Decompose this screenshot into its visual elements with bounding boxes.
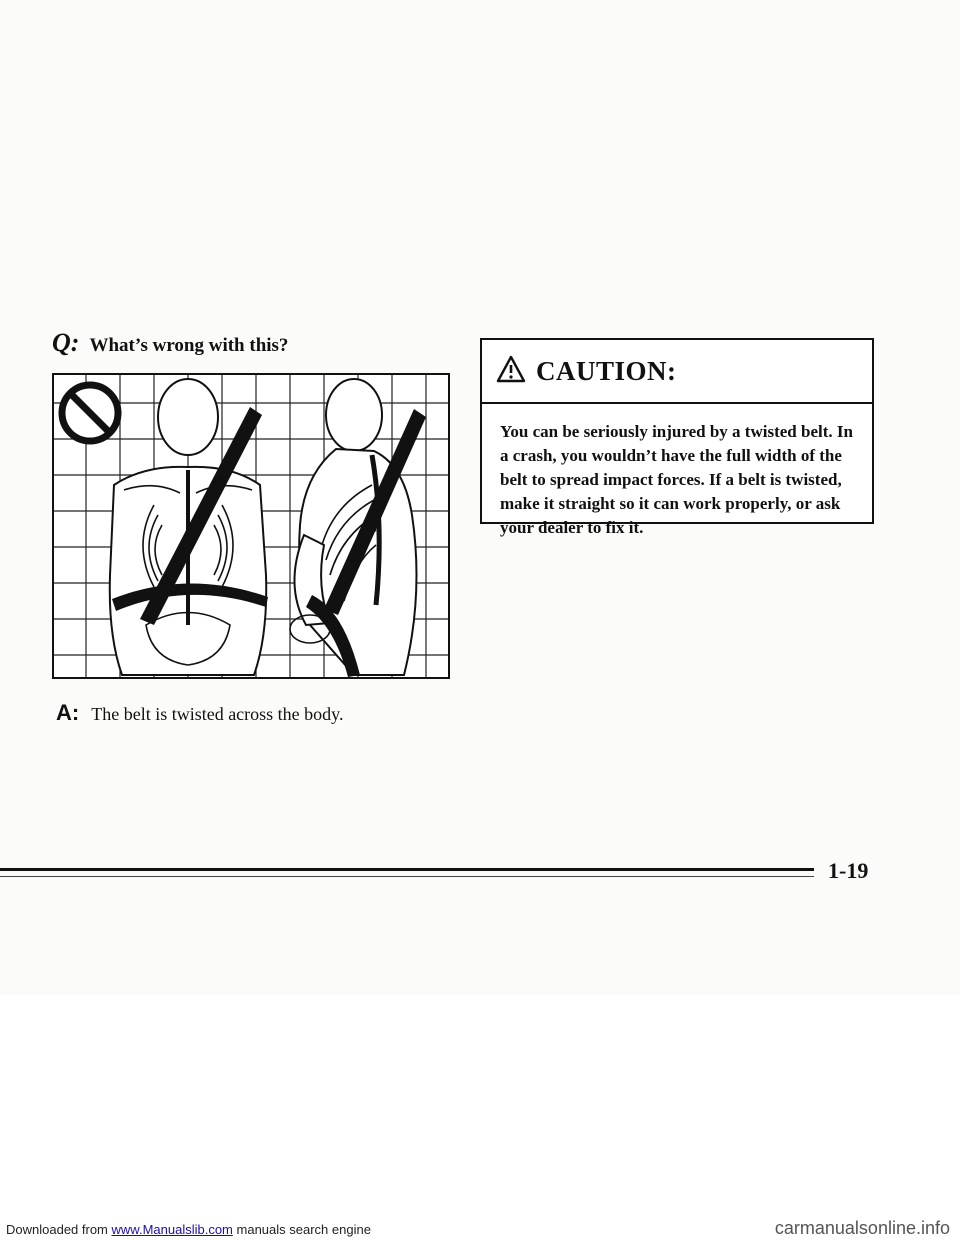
caution-header (482, 340, 872, 404)
footer-rule (0, 868, 814, 871)
caution-box (480, 338, 874, 537)
question-mark: Q: (52, 328, 80, 357)
twisted-belt-illustration (52, 373, 450, 679)
answer (56, 700, 344, 726)
question-text: What’s wrong with this? (89, 335, 289, 356)
download-bar (6, 1222, 371, 1237)
question (52, 328, 288, 358)
download-suffix: manuals search engine (236, 1222, 371, 1237)
answer-mark: A: (56, 700, 80, 725)
prohibition-icon (62, 385, 118, 441)
footer-rule-thin (0, 876, 814, 877)
answer-text: The belt is twisted across the body. (91, 704, 344, 724)
caution-text: You can be seriously injured by a twisted belt. In a crash, you wouldn’t have the full width of the belt to spread impact forces. If a belt is twisted, make it straight so it can work properly, or ask your dealer to fix it. (500, 422, 853, 537)
side-figure (294, 379, 416, 675)
watermark: carmanualsonline.info (774, 1218, 950, 1238)
download-prefix: Downloaded from (6, 1222, 108, 1237)
caution-title: CAUTION: (536, 355, 677, 386)
warning-triangle-icon (496, 355, 526, 388)
page-number: 1-19 (828, 858, 869, 883)
manualslib-link[interactable]: www.Manualslib.com (111, 1222, 233, 1237)
